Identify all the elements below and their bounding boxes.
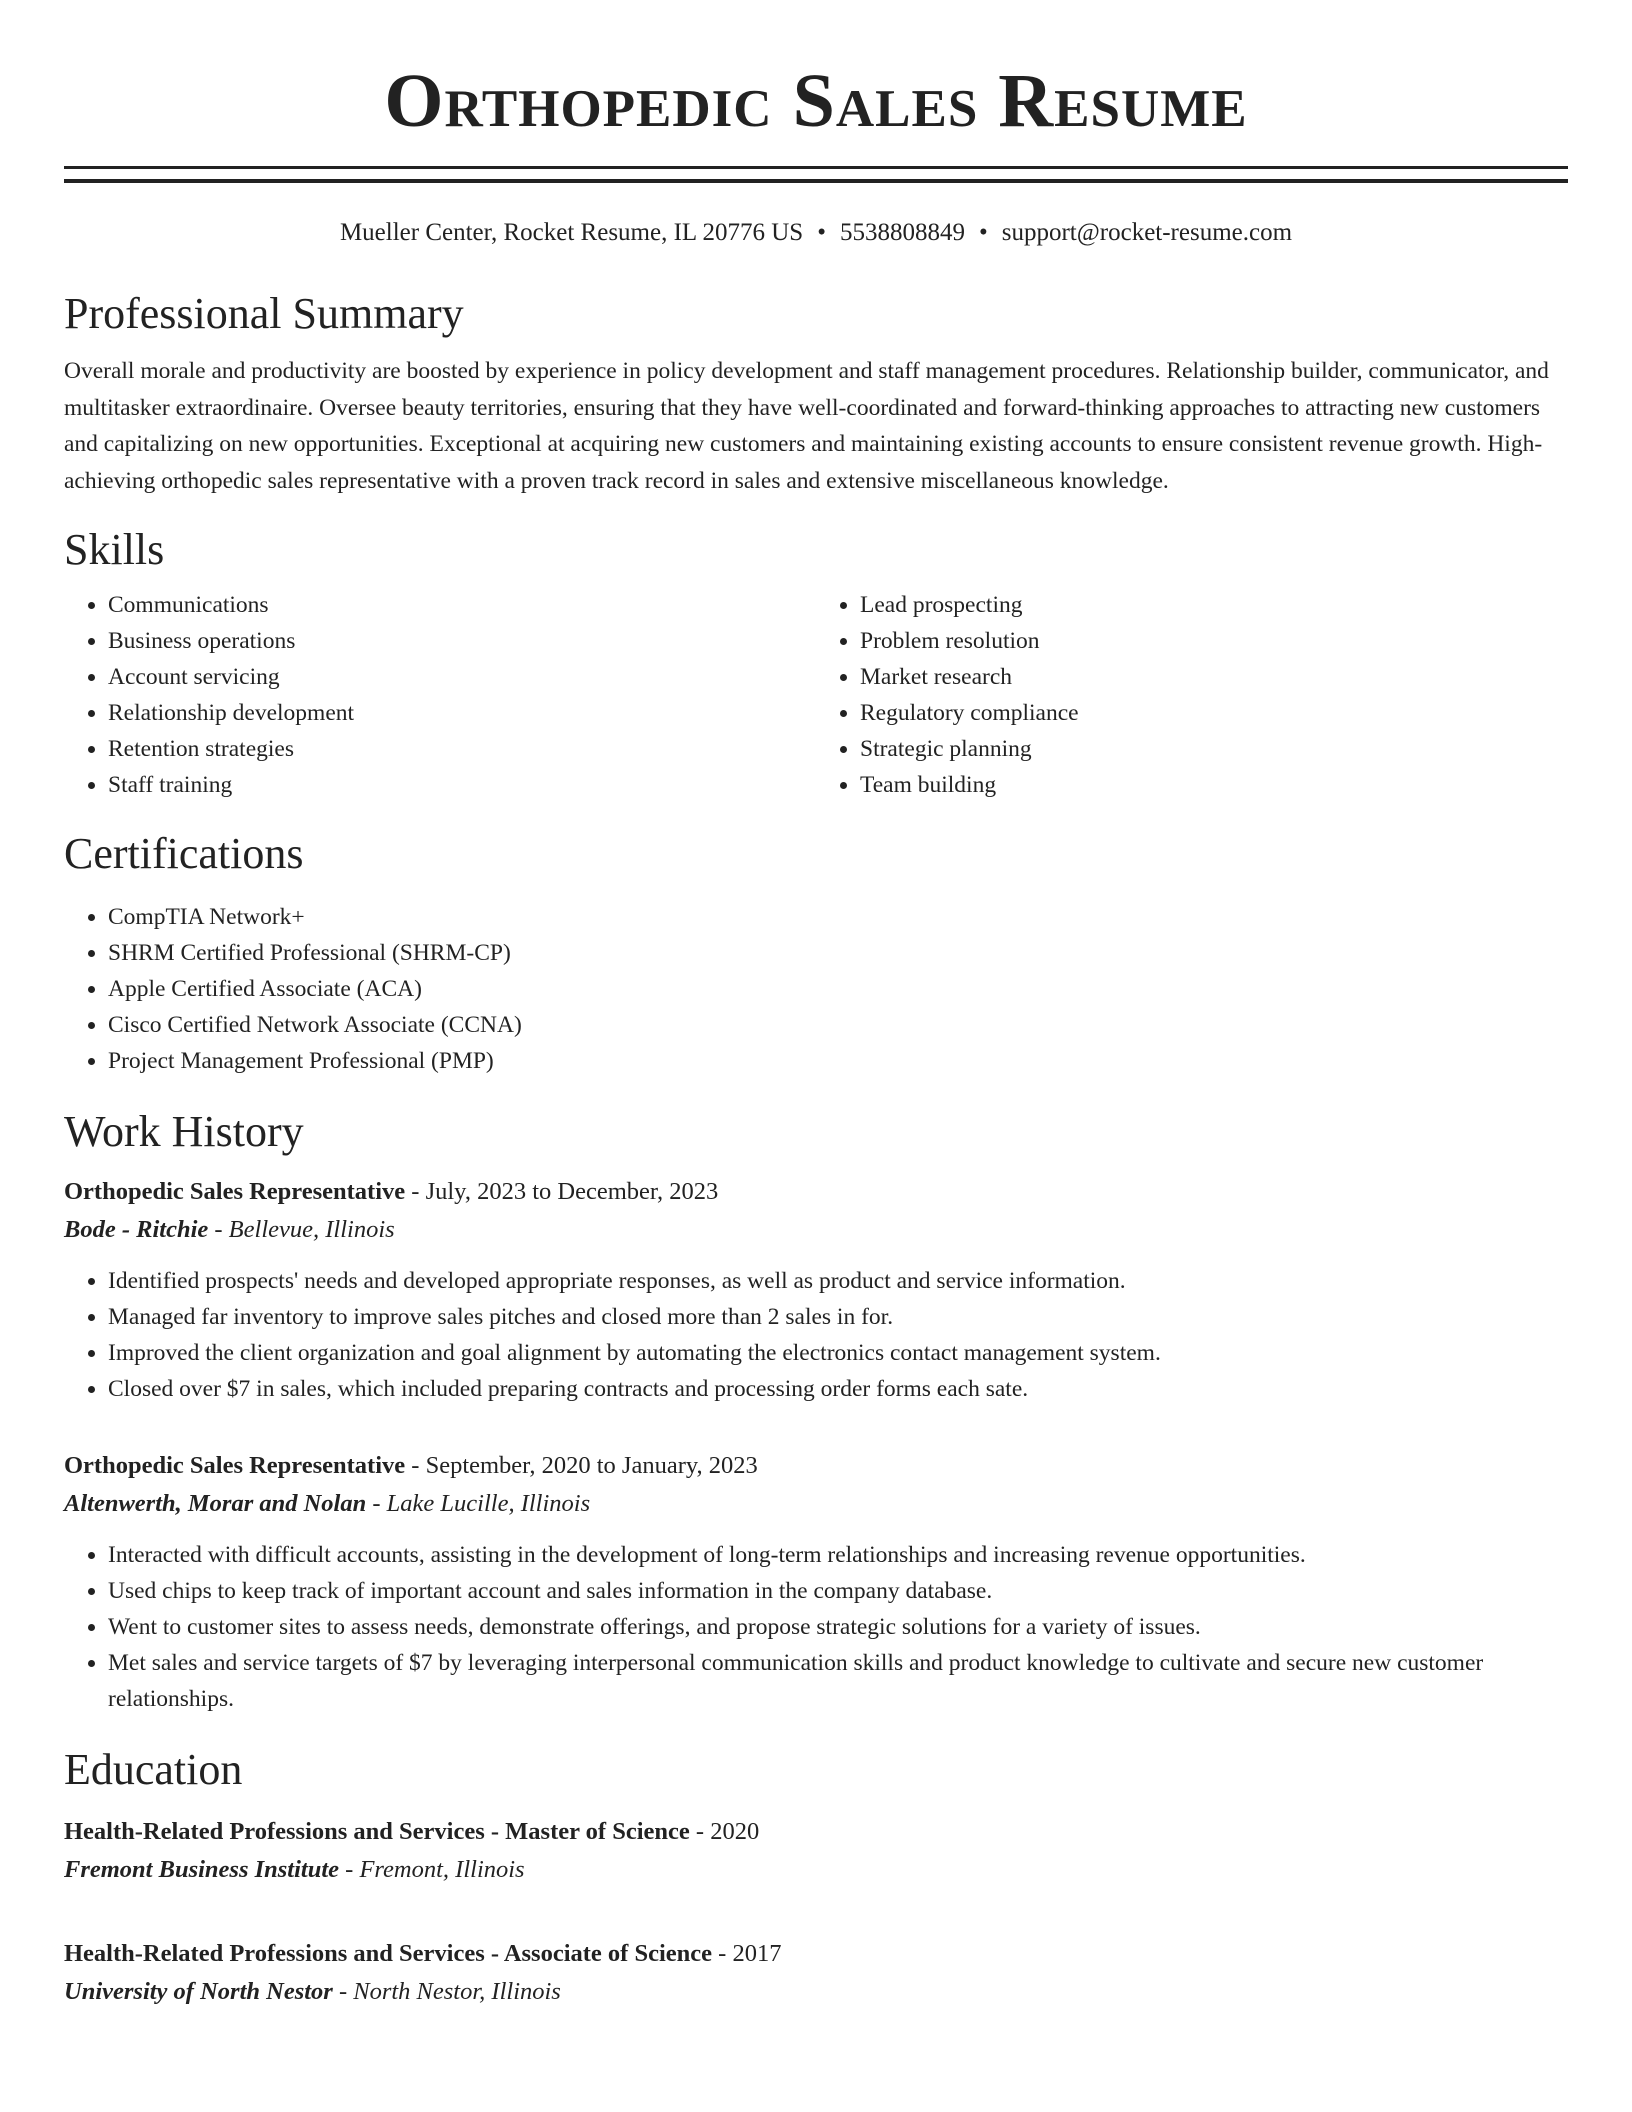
job-header: [64, 1173, 1568, 1211]
education-year: - 2017: [712, 1940, 782, 1967]
certification-item: • Apple Certified Associate (ACA): [108, 971, 1568, 1007]
education-location: - North Nestor, Illinois: [332, 1978, 561, 2005]
job-bullet: • Identified prospects' needs and developed appropriate responses, as well as product and service information.: [108, 1263, 1568, 1299]
job-bullet: • Used chips to keep track of important account and sales information in the company database.: [108, 1573, 1568, 1609]
job-bullets: [64, 1263, 1568, 1407]
education-degree: Health-Related Professions and Services - Associate of Science: [64, 1940, 713, 1967]
education-location: - Fremont, Illinois: [339, 1856, 525, 1883]
skills-list-left: [64, 587, 816, 803]
contact-address: Mueller Center, Rocket Resume, IL 20776 US: [339, 219, 804, 246]
certification-item: • Project Management Professional (PMP): [108, 1043, 1568, 1079]
job-bullet: • Improved the client organization and goal alignment by automating the electronics contact management system.: [108, 1335, 1568, 1371]
education-year: - 2020: [689, 1818, 760, 1845]
education-school: Fremont Business Institute: [64, 1856, 340, 1883]
education-header: [64, 1813, 1568, 1851]
skill-item: • Retention strategies: [108, 731, 816, 767]
skill-item: • Lead prospecting: [860, 587, 1568, 623]
certification-item: • Cisco Certified Network Associate (CCNA): [108, 1007, 1568, 1043]
skill-item: • Team building: [860, 767, 1568, 803]
certifications-list: [64, 899, 1568, 1079]
education-section: [64, 1743, 1568, 2011]
job-employer-line: [64, 1211, 1568, 1249]
education-degree: Health-Related Professions and Services - Master of Science: [64, 1818, 690, 1845]
contact-line: [64, 217, 1568, 249]
section-heading-summary: Professional Summary: [64, 289, 464, 338]
job-bullet: • Interacted with difficult accounts, assisting in the development of long-term relationships and increasing revenue opportunities.: [108, 1537, 1568, 1573]
summary-text: Overall morale and productivity are boosted by experience in policy development and staff management procedures. Relationship builder, communicator, and multitasker extraordinaire. Oversee beauty territories, ensuring that they have well-coordinated and forward-thinking approaches to attracting new customers and capitalizing on new opportunities. Exceptional at acquiring new customers and maintaining existing accounts to ensure consistent revenue growth. High-achieving orthopedic sales representative with a proven track record in sales and extensive miscellaneous knowledge.: [64, 358, 1549, 494]
section-heading-skills: Skills: [64, 525, 165, 574]
skill-item: • Strategic planning: [860, 731, 1568, 767]
section-heading-education: Education: [64, 1745, 243, 1794]
education-entry: [64, 1813, 1568, 1889]
skill-item: • Relationship development: [108, 695, 816, 731]
education-header: [64, 1935, 1568, 1973]
title-double-rule: [64, 166, 1568, 183]
job-dates: - September, 2020 to January, 2023: [405, 1452, 758, 1479]
section-heading-certifications: Certifications: [64, 829, 304, 878]
work-history-section: [64, 1105, 1568, 1717]
education-entry: [64, 1935, 1568, 2011]
job-location: - Lake Lucille, Illinois: [366, 1490, 591, 1517]
education-school-line: [64, 1851, 1568, 1889]
job-bullet: • Closed over $7 in sales, which included preparing contracts and processing order forms each sate.: [108, 1371, 1568, 1407]
skill-item: • Market research: [860, 659, 1568, 695]
job-company: Bode - Ritchie: [64, 1216, 209, 1243]
skill-item: • Regulatory compliance: [860, 695, 1568, 731]
job-company: Altenwerth, Morar and Nolan: [64, 1490, 367, 1517]
contact-phone: 5538808849: [839, 219, 965, 246]
contact-separator: •: [978, 219, 988, 246]
job-employer-line: [64, 1485, 1568, 1523]
certifications-section: [64, 827, 1568, 1079]
professional-summary-section: [64, 287, 1568, 499]
certification-item: • SHRM Certified Professional (SHRM-CP): [108, 935, 1568, 971]
resume-title: Orthopedic Sales Resume: [384, 59, 1248, 143]
skill-item: • Account servicing: [108, 659, 816, 695]
job-entry: [64, 1447, 1568, 1717]
job-title: Orthopedic Sales Representative: [64, 1178, 406, 1205]
contact-email: support@rocket-resume.com: [1001, 219, 1293, 246]
job-header: [64, 1447, 1568, 1485]
job-bullet: • Went to customer sites to assess needs, demonstrate offerings, and propose strategic solutions for a variety of issues.: [108, 1609, 1568, 1645]
section-heading-work-history: Work History: [64, 1107, 304, 1156]
skills-list-right: [816, 587, 1568, 803]
certification-item: • CompTIA Network+: [108, 899, 1568, 935]
skills-section: [64, 523, 1568, 803]
skill-item: • Business operations: [108, 623, 816, 659]
skill-item: • Staff training: [108, 767, 816, 803]
skill-item: • Problem resolution: [860, 623, 1568, 659]
job-dates: - July, 2023 to December, 2023: [405, 1178, 719, 1205]
education-school-line: [64, 1973, 1568, 2011]
job-bullets: [64, 1537, 1568, 1717]
skills-columns: [64, 587, 1568, 803]
job-bullet: • Met sales and service targets of $7 by leveraging interpersonal communication skills and product knowledge to cultivate and secure new customer relationships.: [108, 1645, 1568, 1717]
skill-item: • Communications: [108, 587, 816, 623]
job-title: Orthopedic Sales Representative: [64, 1452, 406, 1479]
job-entry: [64, 1173, 1568, 1407]
job-location: - Bellevue, Illinois: [208, 1216, 395, 1243]
job-bullet: • Managed far inventory to improve sales pitches and closed more than 2 sales in for.: [108, 1299, 1568, 1335]
education-school: University of North Nestor: [64, 1978, 333, 2005]
contact-separator: •: [817, 219, 826, 246]
